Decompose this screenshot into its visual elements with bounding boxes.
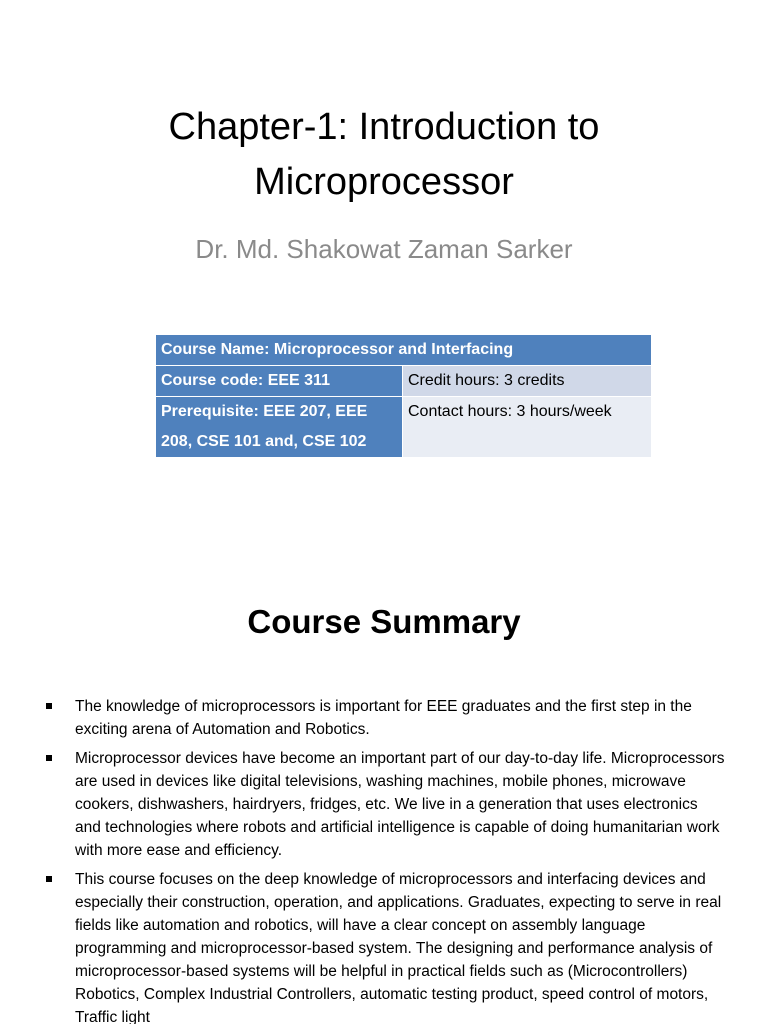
- bullet-text: This course focuses on the deep knowledge of microprocessors and interfacing devices and especially their construction, operation, and applications. Graduates, expecting to serve in real fields like automation and robotics, will have a clear concept on assembly language programming and microprocessor-based system. The designing and performance analysis of microprocessor-based systems will be helpful in practical fields such as (Microcontrollers) Robotics, Complex Industrial Controllers, automatic testing product, speed control of motors, Traffic light: [75, 871, 722, 1024]
- list-item: [46, 695, 726, 741]
- prerequisite-cell: Prerequisite: EEE 207, EEE 208, CSE 101 and, CSE 102: [156, 397, 403, 458]
- square-bullet-icon: [46, 755, 52, 761]
- list-item: [46, 868, 726, 1024]
- credit-hours-cell: Credit hours: 3 credits: [403, 366, 652, 397]
- table-row: [156, 366, 652, 397]
- summary-bullet-list: [46, 695, 726, 1024]
- table-row: [156, 397, 652, 458]
- course-info-table: [155, 334, 652, 458]
- bullet-text: The knowledge of microprocessors is important for EEE graduates and the first step in the exciting arena of Automation and Robotics.: [75, 698, 692, 738]
- summary-heading: Course Summary: [247, 603, 521, 640]
- bullet-text: Microprocessor devices have become an important part of our day-to-day life. Microprocessors are used in devices like digital televisions, washing machines, mobile phones, microwave cookers, dishwashers, hairdryers, fridges, etc. We live in a generation that uses electronics and technologies where robots and artificial intelligence is capable of doing humanitarian work with more ease and efficiency.: [75, 750, 725, 859]
- square-bullet-icon: [46, 876, 52, 882]
- course-code-cell: Course code: EEE 311: [156, 366, 403, 397]
- square-bullet-icon: [46, 703, 52, 709]
- slide-title: Chapter-1: Introduction to Microprocessor: [168, 106, 600, 203]
- summary-slide: [0, 540, 768, 1024]
- contact-hours-cell: Contact hours: 3 hours/week: [403, 397, 652, 458]
- list-item: [46, 747, 726, 862]
- course-name-cell: Course Name: Microprocessor and Interfacing: [156, 335, 652, 366]
- slide-subtitle: Dr. Md. Shakowat Zaman Sarker: [195, 234, 573, 264]
- table-header-row: [156, 335, 652, 366]
